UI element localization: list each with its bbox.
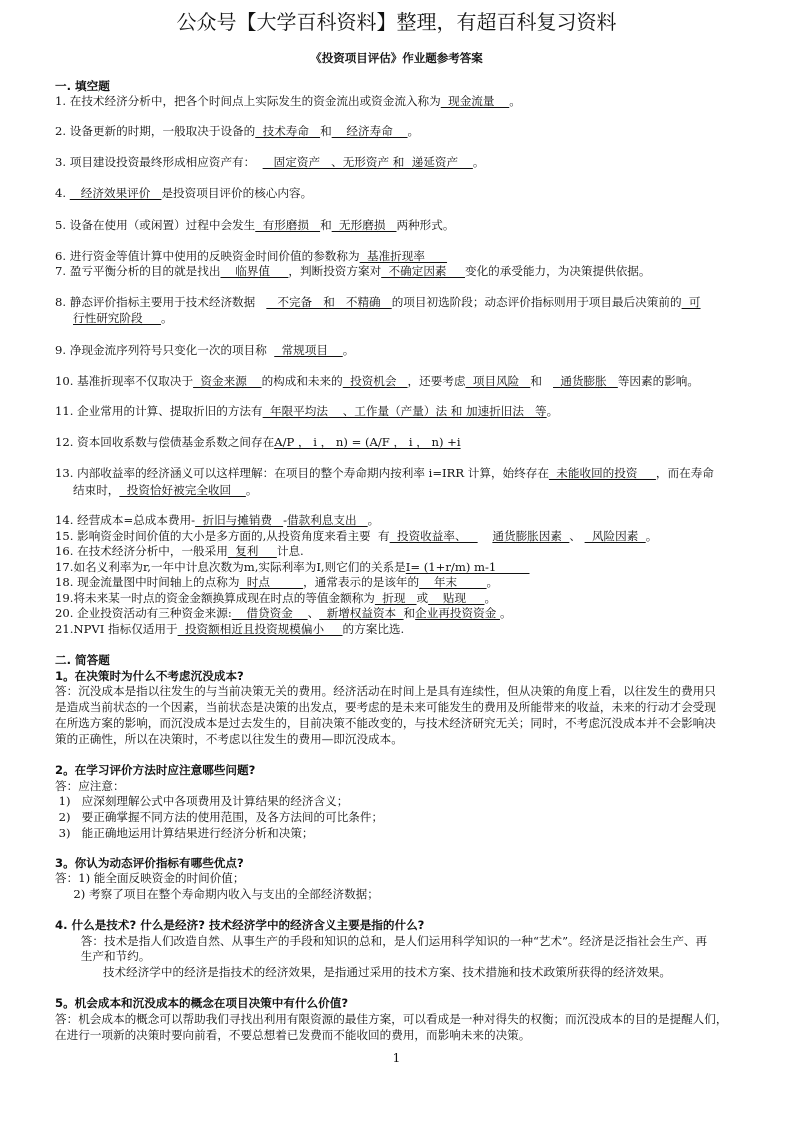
text-line bbox=[55, 1027, 530, 1043]
answer-blank: 经济寿命 bbox=[331, 124, 408, 138]
answer-blank: 常规项目 bbox=[274, 343, 343, 357]
text-line bbox=[55, 93, 521, 109]
line-text: 1. 在技术经济分析中，把各个时间点上实际发生的资金流出或资金流入称为 bbox=[55, 94, 441, 108]
line-text: 的项目初选阶段；动态评价指标则用于项目最后决策前的 bbox=[391, 295, 682, 309]
answer-blank: 时点 bbox=[239, 575, 304, 589]
answer-blank: 借款利息支出 bbox=[287, 513, 368, 527]
answer-blank: 未能收回的投资 bbox=[548, 466, 656, 480]
text-line bbox=[55, 778, 125, 794]
section-heading bbox=[55, 762, 255, 778]
line-text: 4. bbox=[55, 186, 70, 200]
section-heading bbox=[55, 917, 424, 933]
line-text: 2) 要正确掌握不同方法的使用范围，及各方法间的可比条件； bbox=[55, 810, 384, 824]
line-text: 1。在决策时为什么不考虑沉没成本? bbox=[55, 669, 244, 683]
section-heading bbox=[55, 995, 348, 1011]
answer-blank: 通货膨胀因素 bbox=[492, 529, 570, 543]
text-line bbox=[55, 342, 354, 358]
answer-blank: 固定资产 、无形资产 和 递延资产 bbox=[262, 155, 473, 169]
line-text: 16. 在技术经济分析中，一般采用 bbox=[55, 544, 228, 558]
answer-blank: 年限平均法 、工作量（产量）法 和 加速折旧法 等 bbox=[262, 404, 547, 418]
answer-blank: 有形磨损 bbox=[255, 218, 321, 232]
answer-blank: 不完备 和 不精确 bbox=[266, 295, 392, 309]
answer-blank: 年末 bbox=[419, 575, 487, 589]
line-text: 。 bbox=[245, 483, 258, 497]
line-text: 是投资项目评价的核心内容。 bbox=[161, 186, 313, 200]
answer-blank: A/P ， i ， n) = (A/F ， i ， n) +i bbox=[274, 435, 461, 449]
text-line bbox=[73, 310, 173, 326]
line-text: 的方案比选. bbox=[342, 622, 405, 636]
line-text: 二. 简答题 bbox=[55, 653, 110, 667]
line-text: ，通常表示的是该年的 bbox=[303, 575, 420, 589]
line-text: 。 bbox=[509, 94, 521, 108]
line-text: 答：1) 能全面反映资金的时间价值； bbox=[55, 871, 245, 885]
line-text: 5。机会成本和沉没成本的概念在项目决策中有什么价值? bbox=[55, 996, 349, 1010]
line-text: 17.如名义利率为r,一年中计息次数为m,实际利率为I,则它们的关系是 bbox=[55, 560, 406, 574]
line-text: 。 bbox=[407, 124, 420, 138]
line-text: 1) 应深刻理解公式中各项费用及计算结果的经济含义； bbox=[55, 794, 349, 808]
line-text: 13. 内部收益率的经济涵义可以这样理解：在项目的整个寿命期内按利率 i=IRR 计算，始终存在 bbox=[55, 466, 549, 480]
line-text: 2) 考察了项目在整个寿命期内收入与支出的全部经济数据； bbox=[55, 887, 379, 901]
line-text: 3) 能正确地运用计算结果进行经济分析和决策； bbox=[55, 826, 314, 840]
line-text: 生产和节约。 bbox=[55, 949, 151, 963]
answer-blank: 技术寿命 bbox=[255, 124, 321, 138]
answer-blank: 基准折现率 bbox=[359, 249, 448, 263]
text-line bbox=[55, 512, 379, 528]
text-line bbox=[55, 465, 714, 481]
answer-blank: 折旧与摊销费 bbox=[195, 513, 284, 527]
line-text: 。 bbox=[499, 606, 512, 620]
line-text: 技术经济学中的经济是指技术的经济效果，是指通过采用的技术方案、技术措施和技术政策所获得的经济效果。 bbox=[55, 965, 672, 979]
text-line bbox=[55, 185, 312, 201]
text-line bbox=[55, 434, 461, 450]
line-text: 答：应注意： bbox=[55, 779, 125, 793]
line-text: 和 bbox=[530, 374, 553, 388]
line-text: 19.将未来某一时点的资金金额换算成现在时点的等值金额称为 bbox=[55, 591, 375, 605]
answer-blank: 可 bbox=[681, 295, 701, 309]
answer-blank: 现金流量 bbox=[440, 94, 510, 108]
text-line bbox=[55, 528, 657, 544]
text-line bbox=[55, 964, 671, 980]
answer-blank: 无形磨损 bbox=[331, 218, 397, 232]
line-text: 7. 盈亏平衡分析的目的就是找出 bbox=[55, 264, 221, 278]
text-line bbox=[55, 559, 529, 575]
answer-blank: 通货膨胀 bbox=[553, 374, 618, 388]
line-text: 两种形式。 bbox=[396, 218, 455, 232]
line-text: 策的正确性，所以在决策时，不考虑以往发生的费用—即沉没成本。 bbox=[55, 732, 403, 746]
answer-blank: 项目风险 bbox=[465, 374, 531, 388]
answer-blank: I= (1+r/m) m-1 bbox=[405, 560, 530, 574]
line-text: 答：沉没成本是指以往发生的与当前决策无关的费用。经济活动在时间上是具有连续性，但从决策的角度上看，以往发生的费用只 bbox=[55, 684, 716, 698]
line-text: 。 bbox=[367, 513, 380, 527]
line-text: 2。在学习评价方法时应注意哪些问题? bbox=[55, 763, 256, 777]
text-line bbox=[55, 1011, 727, 1027]
answer-blank: 资金来源 bbox=[193, 374, 262, 388]
line-text: 在所选方案的影响，而沉没成本是过去发生的，目前决策不能改变的，与技术经济研究无关；同时，不考虑沉没成本并不会影响决 bbox=[55, 716, 716, 730]
line-text: 等因素的影响。 bbox=[617, 374, 699, 388]
line-text: 。 bbox=[546, 404, 559, 418]
line-text: 3. 项目建设投资最终形成相应资产有： bbox=[55, 155, 263, 169]
line-text: 6. 进行资金等值计算中使用的反映资金时间价值的参数称为 bbox=[55, 249, 360, 263]
text-line bbox=[55, 731, 403, 747]
text-line bbox=[55, 605, 512, 621]
line-text: 结束时， bbox=[73, 483, 120, 497]
text-line bbox=[55, 809, 383, 825]
text-line bbox=[55, 373, 699, 389]
answer-blank: 投资机会 bbox=[342, 374, 408, 388]
line-text: 答：技术是指人们改造自然、从事生产的手段和知识的总和，是人们运用科学知识的一种“艺术”。经济是泛指社会生产、再 bbox=[55, 934, 708, 948]
text-line bbox=[55, 933, 707, 949]
text-line bbox=[55, 948, 150, 964]
line-text: 。 bbox=[161, 311, 173, 325]
text-line bbox=[55, 574, 498, 590]
line-text: 21.NPVI 指标仅适用于 bbox=[55, 622, 178, 636]
document-title: 《投资项目评估》作业题参考答案 bbox=[310, 51, 483, 65]
section-heading bbox=[55, 652, 110, 668]
line-text: 和 bbox=[320, 124, 332, 138]
line-text: 在进行一项新的决策时要向前看，不要总想着已发费而不能收回的费用，而影响未来的决策。 bbox=[55, 1028, 531, 1042]
line-text: 20. 企业投资活动有三种资金来源: bbox=[55, 606, 232, 620]
text-line bbox=[55, 123, 419, 139]
text-line bbox=[55, 248, 447, 264]
line-text: 和 bbox=[403, 606, 416, 620]
line-text: 一. 填空题 bbox=[55, 79, 110, 93]
line-text: 变化的承受能力，为决策提供依据。 bbox=[464, 264, 651, 278]
text-line bbox=[55, 683, 716, 699]
line-text: 5. 设备在使用（或闲置）过程中会发生 bbox=[55, 218, 256, 232]
line-text: 15. 影响资金时间价值的大小是多方面的,从投资角度来看主要 有 bbox=[55, 529, 390, 543]
text-line bbox=[55, 621, 404, 637]
section-heading bbox=[55, 668, 244, 684]
text-line bbox=[55, 699, 716, 715]
text-line bbox=[55, 590, 496, 606]
text-line bbox=[55, 715, 716, 731]
answer-blank: 临界值 bbox=[220, 264, 289, 278]
line-text bbox=[478, 529, 493, 543]
line-text: 12. 资本回收系数与偿债基金系数之间存在 bbox=[55, 435, 275, 449]
line-text: 计息. bbox=[276, 544, 304, 558]
line-text: 。 bbox=[486, 575, 499, 589]
line-text: 14. 经营成本=总成本费用- bbox=[55, 513, 196, 527]
answer-blank: 不确定因素 bbox=[381, 264, 465, 278]
answer-blank: 复利 bbox=[227, 544, 277, 558]
line-text: 。 bbox=[342, 343, 355, 357]
section-heading bbox=[55, 855, 244, 871]
line-text: 2. 设备更新的时期，一般取决于设备的 bbox=[55, 124, 256, 138]
line-text: 18. 现金流量图中时间轴上的点称为 bbox=[55, 575, 240, 589]
answer-blank: 贴现 bbox=[428, 591, 485, 605]
page-number: 1 bbox=[392, 1051, 401, 1065]
line-text: ，而在寿命 bbox=[655, 466, 714, 480]
line-text: 。 bbox=[484, 591, 497, 605]
text-line bbox=[55, 294, 701, 310]
line-text: 、 bbox=[569, 529, 585, 543]
answer-blank: 企业再投资资金 bbox=[415, 606, 500, 620]
text-line bbox=[55, 263, 650, 279]
text-line bbox=[55, 886, 379, 902]
line-text: 和 bbox=[320, 218, 332, 232]
line-text: - bbox=[283, 513, 288, 527]
line-text: 3。你认为动态评价指标有哪些优点? bbox=[55, 856, 244, 870]
line-text: 10. 基准折现率不仅取决于 bbox=[55, 374, 194, 388]
text-line bbox=[55, 403, 558, 419]
line-text: 9. 净现金流序列符号只变化一次的项目称 bbox=[55, 343, 275, 357]
answer-blank: 投资额相近且投资规模偏小 bbox=[177, 622, 343, 636]
answer-blank: 风险因素 bbox=[584, 529, 646, 543]
line-text: 。 bbox=[645, 529, 658, 543]
text-line bbox=[55, 543, 304, 559]
line-text: 8. 静态评价指标主要用于技术经济数据 bbox=[55, 295, 267, 309]
line-text: 是造成当前状态的一个因素，当前状态是决策的出发点，要考虑的是未来可能发生的费用及所能带来的收益，未来的行动才会受现 bbox=[55, 700, 716, 714]
line-text: 、 bbox=[307, 606, 320, 620]
answer-blank: 投资收益率、 bbox=[389, 529, 478, 543]
answer-blank: 投资恰好被完全收回 bbox=[119, 483, 246, 497]
answer-blank: 经济效果评价 bbox=[69, 186, 162, 200]
line-text: 或 bbox=[416, 591, 429, 605]
answer-blank: 折现 bbox=[374, 591, 417, 605]
text-line bbox=[55, 154, 484, 170]
line-text: 11. 企业常用的计算、提取折旧的方法有 bbox=[55, 404, 263, 418]
answer-blank: 行性研究阶段 bbox=[73, 311, 161, 325]
watermark-header: 公众号【大学百科资料】整理，有超百科复习资料 bbox=[176, 10, 617, 34]
line-text: 的构成和未来的 bbox=[261, 374, 343, 388]
line-text: 答：机会成本的概念可以帮助我们寻找出利用有限资源的最佳方案，可以看成是一种对得失的权衡；而沉没成本的目的是提醒人们， bbox=[55, 1012, 728, 1026]
text-line bbox=[55, 793, 348, 809]
text-line bbox=[73, 482, 257, 498]
text-line bbox=[55, 217, 454, 233]
line-text: ，判断投资方案对 bbox=[288, 264, 382, 278]
line-text: 。 bbox=[472, 155, 485, 169]
text-line bbox=[55, 825, 314, 841]
line-text: 4. 什么是技术? 什么是经济? 技术经济学中的经济含义主要是指的什么? bbox=[55, 918, 425, 932]
answer-blank: 借贷资金 bbox=[231, 606, 308, 620]
answer-blank: 新增权益资本 bbox=[319, 606, 404, 620]
section-heading bbox=[55, 78, 110, 94]
line-text: ，还要考虑 bbox=[407, 374, 466, 388]
text-line bbox=[55, 870, 245, 886]
